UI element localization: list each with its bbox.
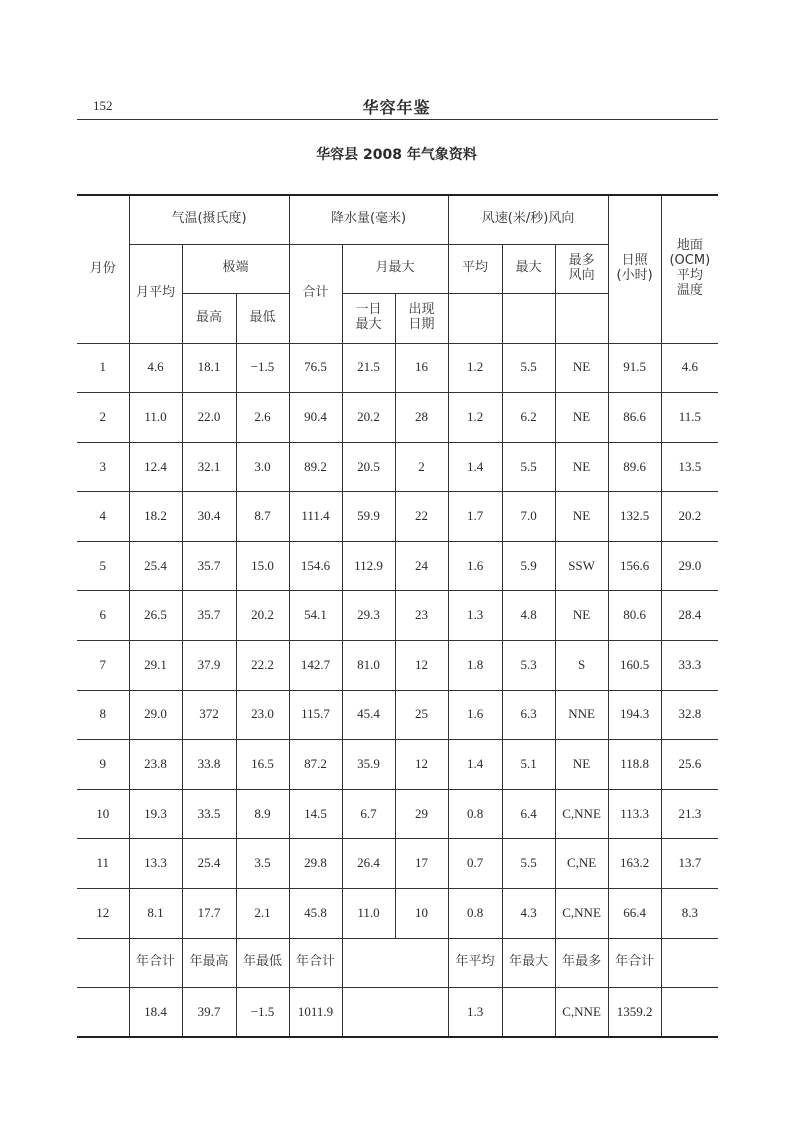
header-rule xyxy=(77,119,718,120)
summary-value-avg: 18.4 xyxy=(129,988,182,1038)
wind-max-cell: 5.5 xyxy=(502,343,555,393)
weather-table xyxy=(77,194,718,1038)
header-ground-line3: 平均 xyxy=(676,268,703,284)
precip-total-cell: 29.8 xyxy=(289,839,342,889)
header-daily-max-line1: 一日 xyxy=(355,302,382,318)
header-precipitation: 降水量(毫米) xyxy=(289,195,448,244)
header-monthly-max: 月最大 xyxy=(342,244,448,293)
temp-min-cell: 8.7 xyxy=(236,492,289,542)
temp-max-cell: 17.7 xyxy=(182,889,236,939)
date-cell: 12 xyxy=(395,641,448,691)
wind-max-cell: 6.3 xyxy=(502,690,555,740)
monthly-avg-cell: 29.1 xyxy=(129,641,182,691)
daily-max-cell: 20.2 xyxy=(342,393,395,443)
wind-max-cell: 7.0 xyxy=(502,492,555,542)
precip-total-cell: 90.4 xyxy=(289,393,342,443)
temp-max-cell: 30.4 xyxy=(182,492,236,542)
table-body xyxy=(77,343,718,938)
header-ground-line1: 地面 xyxy=(676,238,703,254)
header-ground-line4: 温度 xyxy=(676,283,703,299)
summary-empty-cell xyxy=(661,988,718,1038)
table-summary xyxy=(77,938,718,1037)
precip-total-cell: 89.2 xyxy=(289,442,342,492)
temp-min-cell: 20.2 xyxy=(236,591,289,641)
temp-min-cell: 15.0 xyxy=(236,541,289,591)
wind-dir-cell: NE xyxy=(555,442,608,492)
summary-empty-cell xyxy=(502,988,555,1038)
header-empty-cell xyxy=(555,293,608,343)
table-row xyxy=(77,393,718,443)
page-number: 152 xyxy=(93,98,113,113)
temp-min-cell: 16.5 xyxy=(236,740,289,790)
sunshine-cell: 118.8 xyxy=(608,740,661,790)
summary-value-precip-total: 1011.9 xyxy=(289,988,342,1038)
header-temperature: 气温(摄氏度) xyxy=(129,195,289,244)
table-row xyxy=(77,839,718,889)
wind-avg-cell: 1.6 xyxy=(448,541,502,591)
sunshine-cell: 91.5 xyxy=(608,343,661,393)
ground-temp-cell: 33.3 xyxy=(661,641,718,691)
temp-max-cell: 35.7 xyxy=(182,591,236,641)
month-cell: 8 xyxy=(77,690,129,740)
temp-max-cell: 18.1 xyxy=(182,343,236,393)
daily-max-cell: 6.7 xyxy=(342,789,395,839)
date-cell: 2 xyxy=(395,442,448,492)
daily-max-cell: 11.0 xyxy=(342,889,395,939)
wind-avg-cell: 1.3 xyxy=(448,591,502,641)
header-temp-min: 最低 xyxy=(236,293,289,343)
month-cell: 12 xyxy=(77,889,129,939)
summary-label-year-max: 年最高 xyxy=(182,938,236,988)
wind-max-cell: 5.5 xyxy=(502,839,555,889)
monthly-avg-cell: 26.5 xyxy=(129,591,182,641)
table-row xyxy=(77,789,718,839)
header-wind-avg: 平均 xyxy=(448,244,502,293)
sunshine-cell: 89.6 xyxy=(608,442,661,492)
date-cell: 16 xyxy=(395,343,448,393)
sunshine-cell: 113.3 xyxy=(608,789,661,839)
month-cell: 10 xyxy=(77,789,129,839)
wind-dir-cell: NNE xyxy=(555,690,608,740)
temp-max-cell: 37.9 xyxy=(182,641,236,691)
precip-total-cell: 154.6 xyxy=(289,541,342,591)
month-cell: 4 xyxy=(77,492,129,542)
header-wind-dir-line2: 风向 xyxy=(568,267,595,283)
header-empty-cell xyxy=(448,293,502,343)
temp-max-cell: 372 xyxy=(182,690,236,740)
daily-max-cell: 45.4 xyxy=(342,690,395,740)
summary-label-wind-dir: 年最多 xyxy=(555,938,608,988)
monthly-avg-cell: 18.2 xyxy=(129,492,182,542)
wind-max-cell: 5.1 xyxy=(502,740,555,790)
ground-temp-cell: 13.5 xyxy=(661,442,718,492)
header-daily-max xyxy=(342,293,395,343)
table-row xyxy=(77,889,718,939)
table-row xyxy=(77,492,718,542)
wind-max-cell: 6.2 xyxy=(502,393,555,443)
temp-min-cell: 8.9 xyxy=(236,789,289,839)
wind-dir-cell: C,NNE xyxy=(555,789,608,839)
month-cell: 11 xyxy=(77,839,129,889)
table-row xyxy=(77,740,718,790)
daily-max-cell: 81.0 xyxy=(342,641,395,691)
wind-dir-cell: NE xyxy=(555,343,608,393)
summary-value-min: −1.5 xyxy=(236,988,289,1038)
header-precip-total: 合计 xyxy=(289,244,342,343)
month-cell: 3 xyxy=(77,442,129,492)
month-cell: 1 xyxy=(77,343,129,393)
daily-max-cell: 26.4 xyxy=(342,839,395,889)
temp-max-cell: 33.5 xyxy=(182,789,236,839)
ground-temp-cell: 25.6 xyxy=(661,740,718,790)
table-row xyxy=(77,343,718,393)
wind-max-cell: 4.8 xyxy=(502,591,555,641)
daily-max-cell: 21.5 xyxy=(342,343,395,393)
month-cell: 2 xyxy=(77,393,129,443)
table-title: 华容县 2008 年气象资料 xyxy=(316,147,477,163)
month-cell: 5 xyxy=(77,541,129,591)
header-temp-max: 最高 xyxy=(182,293,236,343)
summary-value-max: 39.7 xyxy=(182,988,236,1038)
date-cell: 25 xyxy=(395,690,448,740)
temp-min-cell: 2.1 xyxy=(236,889,289,939)
temp-max-cell: 35.7 xyxy=(182,541,236,591)
monthly-avg-cell: 23.8 xyxy=(129,740,182,790)
table-row xyxy=(77,591,718,641)
precip-total-cell: 115.7 xyxy=(289,690,342,740)
header-wind-dir-line1: 最多 xyxy=(568,252,595,268)
wind-max-cell: 5.3 xyxy=(502,641,555,691)
temp-min-cell: 22.2 xyxy=(236,641,289,691)
sunshine-cell: 194.3 xyxy=(608,690,661,740)
summary-value-wind-avg: 1.3 xyxy=(448,988,502,1038)
temp-min-cell: 3.5 xyxy=(236,839,289,889)
wind-dir-cell: NE xyxy=(555,591,608,641)
daily-max-cell: 29.3 xyxy=(342,591,395,641)
header-date-line2: 日期 xyxy=(408,317,435,332)
temp-min-cell: −1.5 xyxy=(236,343,289,393)
ground-temp-cell: 11.5 xyxy=(661,393,718,443)
wind-dir-cell: NE xyxy=(555,492,608,542)
summary-label-wind-max: 年最大 xyxy=(502,938,555,988)
monthly-avg-cell: 4.6 xyxy=(129,343,182,393)
temp-min-cell: 3.0 xyxy=(236,442,289,492)
precip-total-cell: 87.2 xyxy=(289,740,342,790)
table-row xyxy=(77,690,718,740)
date-cell: 23 xyxy=(395,591,448,641)
wind-avg-cell: 1.4 xyxy=(448,740,502,790)
summary-empty-cell xyxy=(342,938,448,988)
monthly-avg-cell: 29.0 xyxy=(129,690,182,740)
table-row xyxy=(77,641,718,691)
header-wind-dir xyxy=(555,244,608,293)
summary-label-precip-total: 年合计 xyxy=(289,938,342,988)
precip-total-cell: 45.8 xyxy=(289,889,342,939)
sunshine-cell: 132.5 xyxy=(608,492,661,542)
monthly-avg-cell: 12.4 xyxy=(129,442,182,492)
summary-label-year-min: 年最低 xyxy=(236,938,289,988)
sunshine-cell: 163.2 xyxy=(608,839,661,889)
monthly-avg-cell: 25.4 xyxy=(129,541,182,591)
summary-label-year-total: 年合计 xyxy=(129,938,182,988)
date-cell: 17 xyxy=(395,839,448,889)
wind-avg-cell: 1.7 xyxy=(448,492,502,542)
header-ground-temp xyxy=(661,195,718,343)
summary-label-wind-avg: 年平均 xyxy=(448,938,502,988)
ground-temp-cell: 29.0 xyxy=(661,541,718,591)
header-daily-max-line2: 最大 xyxy=(355,317,382,332)
wind-avg-cell: 0.8 xyxy=(448,789,502,839)
sunshine-cell: 80.6 xyxy=(608,591,661,641)
header-monthly-avg: 月平均 xyxy=(129,244,182,343)
header-sunshine xyxy=(608,195,661,343)
summary-value-sun-total: 1359.2 xyxy=(608,988,661,1038)
wind-dir-cell: C,NNE xyxy=(555,889,608,939)
header-sunshine-line2: (小时) xyxy=(616,268,653,284)
precip-total-cell: 76.5 xyxy=(289,343,342,393)
date-cell: 29 xyxy=(395,789,448,839)
temp-min-cell: 23.0 xyxy=(236,690,289,740)
daily-max-cell: 59.9 xyxy=(342,492,395,542)
ground-temp-cell: 32.8 xyxy=(661,690,718,740)
wind-avg-cell: 1.8 xyxy=(448,641,502,691)
precip-total-cell: 142.7 xyxy=(289,641,342,691)
month-cell: 9 xyxy=(77,740,129,790)
month-cell: 7 xyxy=(77,641,129,691)
header-extreme: 极端 xyxy=(182,244,289,293)
daily-max-cell: 20.5 xyxy=(342,442,395,492)
temp-max-cell: 33.8 xyxy=(182,740,236,790)
header-sunshine-line1: 日照 xyxy=(621,253,648,269)
ground-temp-cell: 20.2 xyxy=(661,492,718,542)
sunshine-cell: 86.6 xyxy=(608,393,661,443)
temp-min-cell: 2.6 xyxy=(236,393,289,443)
summary-empty-cell xyxy=(342,988,448,1038)
wind-dir-cell: S xyxy=(555,641,608,691)
sunshine-cell: 66.4 xyxy=(608,889,661,939)
table-row xyxy=(77,541,718,591)
header-date xyxy=(395,293,448,343)
wind-max-cell: 5.9 xyxy=(502,541,555,591)
wind-avg-cell: 1.2 xyxy=(448,343,502,393)
ground-temp-cell: 4.6 xyxy=(661,343,718,393)
monthly-avg-cell: 8.1 xyxy=(129,889,182,939)
wind-dir-cell: SSW xyxy=(555,541,608,591)
wind-avg-cell: 0.7 xyxy=(448,839,502,889)
date-cell: 22 xyxy=(395,492,448,542)
temp-max-cell: 32.1 xyxy=(182,442,236,492)
table-row xyxy=(77,442,718,492)
summary-empty-cell xyxy=(77,988,129,1038)
ground-temp-cell: 13.7 xyxy=(661,839,718,889)
header-wind-max: 最大 xyxy=(502,244,555,293)
summary-empty-cell xyxy=(661,938,718,988)
summary-value-wind-dir: C,NNE xyxy=(555,988,608,1038)
sunshine-cell: 156.6 xyxy=(608,541,661,591)
header-date-line1: 出现 xyxy=(408,302,435,318)
monthly-avg-cell: 11.0 xyxy=(129,393,182,443)
date-cell: 10 xyxy=(395,889,448,939)
wind-max-cell: 5.5 xyxy=(502,442,555,492)
precip-total-cell: 14.5 xyxy=(289,789,342,839)
header-ground-line2: (OCM) xyxy=(669,253,711,269)
table-header xyxy=(77,195,718,343)
summary-empty-cell xyxy=(77,938,129,988)
month-cell: 6 xyxy=(77,591,129,641)
ground-temp-cell: 28.4 xyxy=(661,591,718,641)
monthly-avg-cell: 13.3 xyxy=(129,839,182,889)
monthly-avg-cell: 19.3 xyxy=(129,789,182,839)
daily-max-cell: 112.9 xyxy=(342,541,395,591)
wind-avg-cell: 1.4 xyxy=(448,442,502,492)
sunshine-cell: 160.5 xyxy=(608,641,661,691)
wind-avg-cell: 1.6 xyxy=(448,690,502,740)
date-cell: 28 xyxy=(395,393,448,443)
date-cell: 12 xyxy=(395,740,448,790)
header-month: 月份 xyxy=(77,195,129,343)
precip-total-cell: 111.4 xyxy=(289,492,342,542)
wind-dir-cell: C,NE xyxy=(555,839,608,889)
header-wind: 风速(米/秒)风向 xyxy=(448,195,608,244)
wind-avg-cell: 1.2 xyxy=(448,393,502,443)
wind-dir-cell: NE xyxy=(555,740,608,790)
ground-temp-cell: 8.3 xyxy=(661,889,718,939)
date-cell: 24 xyxy=(395,541,448,591)
wind-max-cell: 6.4 xyxy=(502,789,555,839)
precip-total-cell: 54.1 xyxy=(289,591,342,641)
ground-temp-cell: 21.3 xyxy=(661,789,718,839)
header-empty-cell xyxy=(502,293,555,343)
temp-max-cell: 22.0 xyxy=(182,393,236,443)
temp-max-cell: 25.4 xyxy=(182,839,236,889)
wind-avg-cell: 0.8 xyxy=(448,889,502,939)
wind-dir-cell: NE xyxy=(555,393,608,443)
summary-label-sun-total: 年合计 xyxy=(608,938,661,988)
book-title: 华容年鉴 xyxy=(362,98,431,117)
wind-max-cell: 4.3 xyxy=(502,889,555,939)
daily-max-cell: 35.9 xyxy=(342,740,395,790)
